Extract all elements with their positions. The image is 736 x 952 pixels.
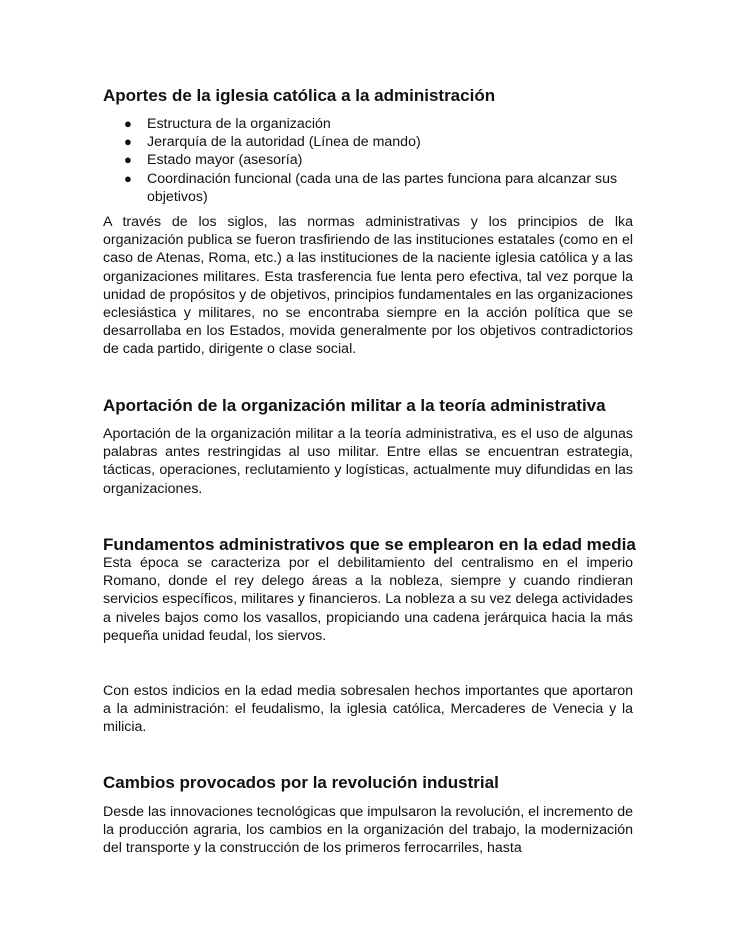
bullet-list [103, 115, 633, 206]
bullet-icon: ● [124, 152, 132, 168]
bullet-icon: ● [124, 170, 132, 186]
list-item [103, 115, 633, 133]
section-heading-edad-media: Fundamentos administrativos que se emplearon en la edad media [103, 535, 636, 554]
list-item [103, 133, 633, 151]
paragraph-edad-media: Esta época se caracteriza por el debilitamiento del centralismo en el imperio Romano, donde el rey delego áreas a la nobleza, siempre y cuando rindieran servicios específicos, militares y financieros. La nobleza a su vez delega actividades a niveles bajos como los vasallos, propiciando una cadena jerárquica hacia la más pequeña unidad feudal, los siervos. [103, 555, 633, 644]
paragraph-revolucion: Desde las innovaciones tecnológicas que impulsaron la revolución, el incremento de la producción agraria, los cambios en la organización del trabajo, la modernización del transporte y la construcción de los primeros ferrocarriles, hasta [103, 804, 633, 857]
paragraph-iglesia: A través de los siglos, las normas administrativas y los principios de lka organización publica se fueron trasfiriendo de las instituciones estatales (como en el caso de Atenas, Roma, etc.) a las instituciones de la naciente iglesia católica y a las organizaciones militares. Esta trasferencia fue lenta pero efectiva, tal vez porque la unidad de propósitos y de objetivos, principios fundamentales en las organizaciones eclesiástica y militares, no se encontraba siempre en la acción política que se desarrollaba en los Estados, movida generalmente por los objetivos contradictorios de cada partido, dirigente o clase social. [103, 214, 633, 358]
bullet-icon: ● [124, 116, 132, 131]
section-heading-militar: Aportación de la organización militar a la teoría administrativa [103, 396, 606, 415]
section-heading-iglesia: Aportes de la iglesia católica a la administración [103, 86, 496, 105]
list-item-text: Estado mayor (asesoría) [147, 152, 303, 169]
list-item-text: Coordinación funcional (cada una de las partes funciona para alcanzar sus objetivos) [147, 170, 618, 205]
bullet-icon: ● [124, 134, 132, 150]
paragraph-militar: Aportación de la organización militar a la teoría administrativa, es el uso de algunas palabras antes restringidas al uso militar. Entre ellas se encuentran estrategia, tácticas, operaciones, reclutamiento y logísticas, actualmente muy difundidas en las organizaciones. [103, 426, 633, 497]
list-item [103, 151, 633, 169]
list-item [103, 170, 633, 206]
list-item-text: Estructura de la organización [147, 116, 331, 132]
list-item-text: Jerarquía de la autoridad (Línea de mando) [147, 134, 421, 151]
paragraph-edad-media-hechos: Con estos indicios en la edad media sobresalen hechos importantes que aportaron a la administración: el feudalismo, la iglesia católica, Mercaderes de Venecia y la milicia. [103, 683, 633, 736]
section-heading-revolucion: Cambios provocados por la revolución industrial [103, 773, 499, 792]
